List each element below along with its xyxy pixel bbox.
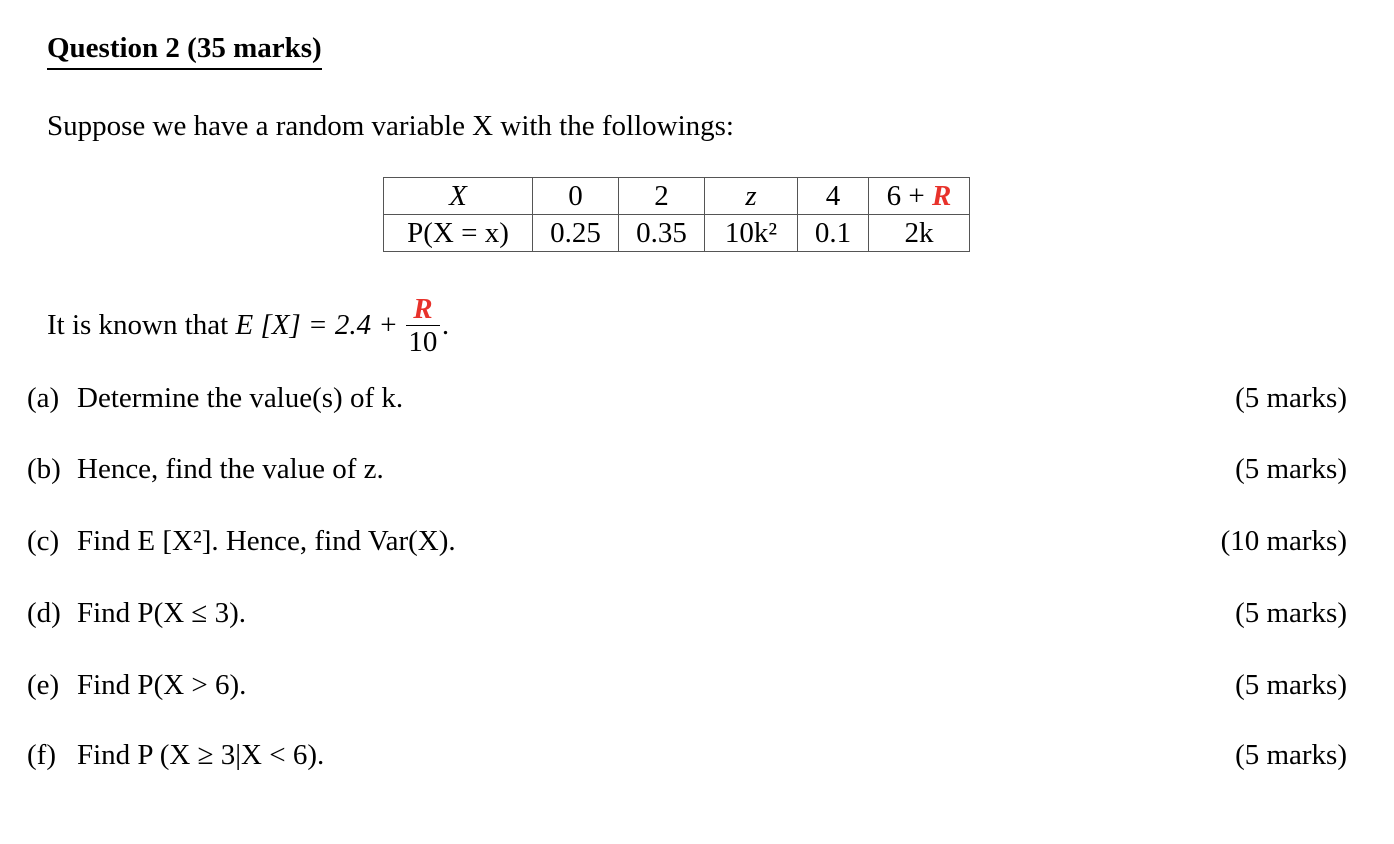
r-variable: R (932, 180, 952, 212)
part-text: Find P(X ≤ 3). (77, 597, 246, 629)
known-prefix: It is known that (47, 308, 229, 341)
known-suffix: . (441, 308, 450, 341)
part-marks: (5 marks) (1235, 669, 1347, 701)
part-e (27, 665, 1347, 705)
prob-value: 10k² (705, 215, 798, 252)
prob-value: 0.25 (533, 215, 619, 252)
part-b (27, 449, 1347, 489)
probability-table (383, 177, 970, 252)
intro-sentence: Suppose we have a random variable X with the followings: (47, 110, 734, 142)
part-marks: (10 marks) (1220, 525, 1347, 557)
intro-text (47, 108, 734, 144)
prob-value: 0.1 (798, 215, 869, 252)
part-text: Find P(X > 6). (77, 669, 247, 701)
question-title: Question 2 (35 marks) (47, 30, 322, 70)
part-marks: (5 marks) (1235, 597, 1347, 629)
part-a (27, 378, 1347, 418)
x-value: 0 (533, 178, 619, 215)
part-f (27, 735, 1347, 775)
x-value: z (705, 178, 798, 215)
part-text: Find P (X ≥ 3|X < 6). (77, 739, 325, 771)
prob-value: 0.35 (619, 215, 705, 252)
part-d (27, 593, 1347, 633)
part-label: (f) (27, 739, 56, 771)
x-value: 2 (619, 178, 705, 215)
part-marks: (5 marks) (1235, 382, 1347, 414)
part-text: Determine the value(s) of k. (77, 382, 404, 414)
part-label: (c) (27, 525, 60, 557)
x-value-6-plus-r: 6 + R (886, 180, 952, 212)
part-text: Find E [X²]. Hence, find Var(X). (77, 525, 456, 557)
fraction (406, 293, 440, 358)
fraction-denominator: 10 (408, 325, 438, 358)
part-label: (d) (27, 597, 61, 629)
prob-value: 2k (869, 215, 970, 252)
part-label: (a) (27, 382, 60, 414)
fraction-numerator: R (413, 292, 433, 325)
x-value-red (869, 178, 970, 215)
part-label: (b) (27, 453, 61, 485)
table-row-x (384, 178, 970, 215)
expectation-statement (47, 288, 449, 362)
known-expression: E [X] = 2.4 + (235, 308, 398, 341)
part-c (27, 521, 1347, 561)
table-row-prob (384, 215, 970, 252)
x-value: 4 (798, 178, 869, 215)
row-header-x: X (384, 178, 533, 215)
row-header-prob: P(X = x) (384, 215, 533, 252)
part-text: Hence, find the value of z. (77, 453, 384, 485)
part-marks: (5 marks) (1235, 739, 1347, 771)
part-label: (e) (27, 669, 60, 701)
part-marks: (5 marks) (1235, 453, 1347, 485)
